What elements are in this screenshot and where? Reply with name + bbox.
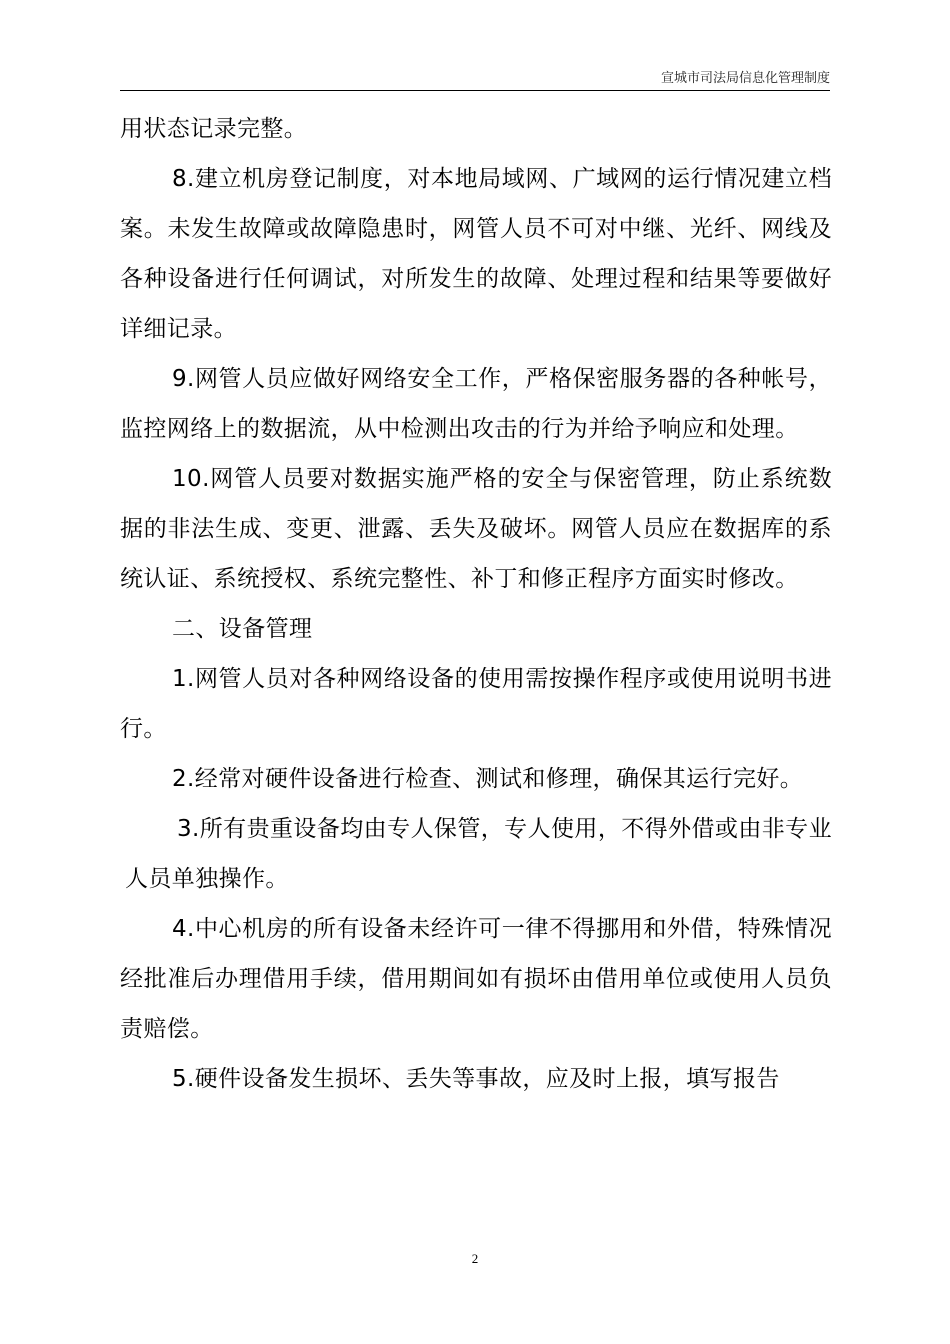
paragraph-equip-5: 5.硬件设备发生损坏、丢失等事故，应及时上报，填写报告 [172, 1066, 780, 1092]
page-header [120, 70, 830, 91]
paragraph-continuation: 用状态记录完整。 [120, 116, 308, 142]
header-title: 宣城市司法局信息化管理制度 [660, 71, 830, 86]
paragraph-item-8: 8.建立机房登记制度，对本地局域网、广域网的运行情况建立档案。未发生故障或故障隐患时，网管人员不可对中继、光纤、网线及各种设备进行任何调试，对所发生的故障、处理过程和结果等要做好详细记录。 [120, 166, 832, 342]
paragraph-item-9: 9.网管人员应做好网络安全工作，严格保密服务器的各种帐号，监控网络上的数据流，从中检测出攻击的行为并给予响应和处理。 [120, 366, 832, 442]
paragraph-item-10: 10.网管人员要对数据实施严格的安全与保密管理，防止系统数据的非法生成、变更、泄露、丢失及破坏。网管人员应在数据库的系统认证、系统授权、系统完整性、补丁和修正程序方面实时修改。 [120, 466, 832, 592]
paragraph-equip-1: 1.网管人员对各种网络设备的使用需按操作程序或使用说明书进行。 [120, 666, 832, 742]
section-heading-equipment: 二、设备管理 [172, 616, 313, 642]
paragraph-equip-2: 2.经常对硬件设备进行检查、测试和修理，确保其运行完好。 [172, 766, 804, 792]
page-number: 2 [471, 1251, 479, 1266]
paragraph-equip-3: 3.所有贵重设备均由专人保管，专人使用，不得外借或由非专业人员单独操作。 [125, 816, 832, 892]
paragraph-equip-4: 4.中心机房的所有设备未经许可一律不得挪用和外借，特殊情况经批准后办理借用手续，借用期间如有损坏由借用单位或使用人员负责赔偿。 [120, 916, 832, 1042]
document-body [120, 104, 832, 1104]
